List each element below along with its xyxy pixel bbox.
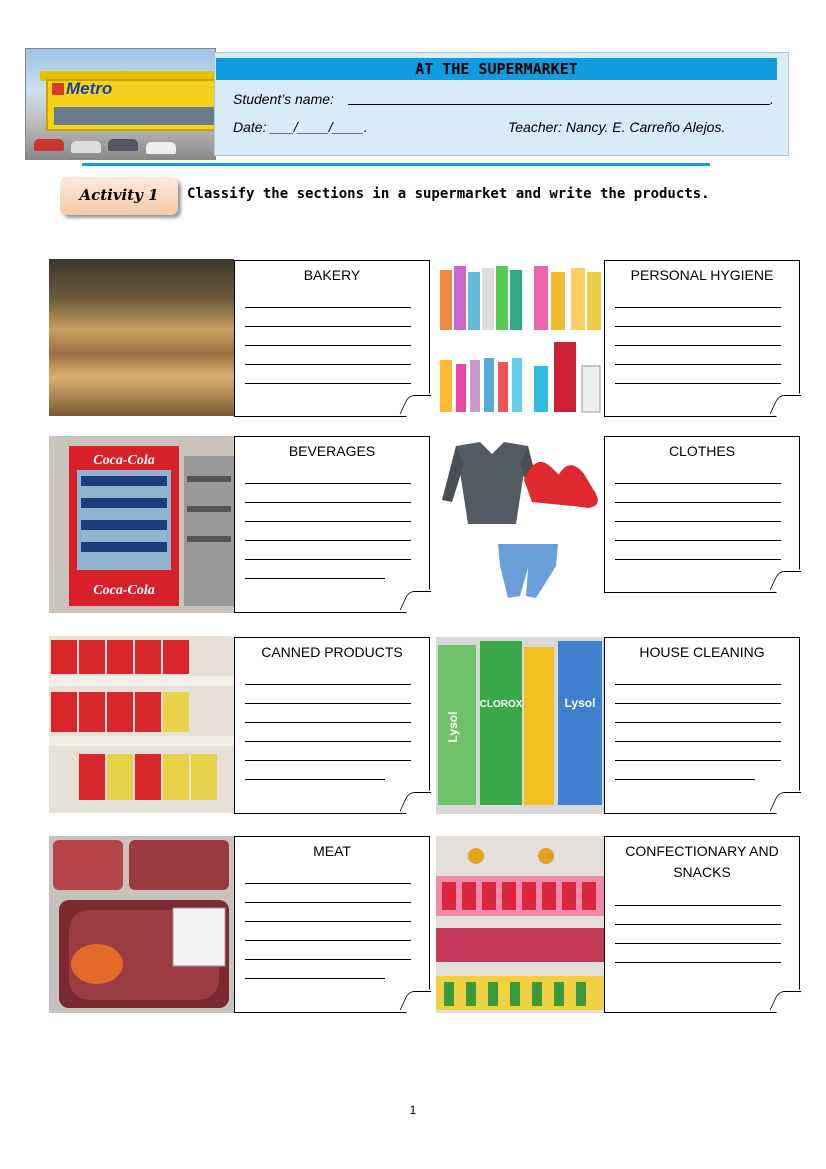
- clothes-title: CLOTHES: [668, 443, 736, 459]
- answer-line[interactable]: [245, 327, 411, 346]
- canned-products-title: CANNED PRODUCTS: [261, 644, 403, 660]
- coca-cola-sign-bottom: Coca-Cola: [93, 583, 155, 598]
- answer-line[interactable]: [615, 465, 781, 484]
- beverages-card: [234, 436, 430, 613]
- answer-line[interactable]: [615, 723, 781, 742]
- answer-line[interactable]: [245, 685, 411, 704]
- answer-line[interactable]: [245, 365, 411, 384]
- personal-hygiene-photo: [436, 262, 604, 416]
- answer-line[interactable]: [245, 761, 385, 780]
- answer-line[interactable]: [245, 884, 411, 903]
- meat-card: [234, 836, 430, 1013]
- answer-line[interactable]: [615, 522, 781, 541]
- answer-line[interactable]: [245, 560, 385, 579]
- answer-line[interactable]: [245, 465, 411, 484]
- answer-line[interactable]: [245, 289, 411, 308]
- meat-title: MEAT: [313, 843, 351, 859]
- clorox-label: CLOROX: [479, 699, 523, 710]
- confectionary-snacks-card: [604, 836, 800, 1013]
- answer-line[interactable]: [615, 365, 781, 384]
- bakery-card: [234, 260, 430, 417]
- student-name-label: Student’s name:: [233, 91, 334, 107]
- answer-line[interactable]: [245, 960, 385, 979]
- canned-products-card: [234, 637, 430, 814]
- answer-line[interactable]: [615, 327, 781, 346]
- metro-logo: Metro: [66, 79, 113, 98]
- answer-line[interactable]: [245, 522, 411, 541]
- bakery-photo: [49, 259, 234, 416]
- answer-line[interactable]: [615, 761, 755, 780]
- teacher-label: Teacher: Nancy. E. Carreño Alejos.: [508, 119, 726, 135]
- supermarket-photo: [25, 48, 216, 160]
- answer-line[interactable]: [615, 308, 781, 327]
- answer-line[interactable]: [245, 541, 411, 560]
- beverages-title: BEVERAGES: [288, 443, 376, 459]
- house-cleaning-title: HOUSE CLEANING: [639, 644, 765, 660]
- answer-line[interactable]: [615, 346, 781, 365]
- bakery-title: BAKERY: [303, 267, 361, 283]
- date-field[interactable]: Date: ___/____/____.: [233, 119, 368, 135]
- confectionary-snacks-photo: [436, 836, 604, 1013]
- answer-line[interactable]: [615, 484, 781, 503]
- clothes-photo: [436, 440, 604, 610]
- student-name-field[interactable]: [348, 104, 770, 105]
- answer-line[interactable]: [245, 903, 411, 922]
- header-divider: [82, 163, 710, 166]
- page-number: 1: [409, 1103, 417, 1117]
- confectionary-snacks-title: CONFECTIONARY AND SNACKS: [625, 843, 779, 880]
- answer-line[interactable]: [615, 289, 781, 308]
- beverages-photo: [49, 436, 234, 613]
- worksheet-title: AT THE SUPERMARKET: [216, 58, 777, 80]
- answer-line[interactable]: [615, 541, 781, 560]
- answer-line[interactable]: [245, 742, 411, 761]
- activity-badge: Activity 1: [60, 177, 178, 215]
- student-name-end: .: [770, 91, 774, 107]
- answer-line[interactable]: [615, 906, 781, 925]
- answer-line[interactable]: [615, 944, 781, 963]
- answer-line[interactable]: [615, 666, 781, 685]
- answer-line[interactable]: [245, 666, 411, 685]
- answer-line[interactable]: [245, 503, 411, 522]
- activity-instruction: Classify the sections in a supermarket and write the products.: [187, 186, 710, 202]
- answer-line[interactable]: [615, 742, 781, 761]
- answer-line[interactable]: [245, 941, 411, 960]
- house-cleaning-photo: [436, 637, 604, 814]
- answer-line[interactable]: [615, 685, 781, 704]
- personal-hygiene-title: PERSONAL HYGIENE: [630, 267, 774, 283]
- personal-hygiene-card: [604, 260, 800, 417]
- answer-line[interactable]: [245, 484, 411, 503]
- answer-line[interactable]: [245, 865, 411, 884]
- answer-line[interactable]: [245, 723, 411, 742]
- meat-photo: [49, 836, 234, 1013]
- answer-line[interactable]: [245, 346, 411, 365]
- answer-line[interactable]: [245, 922, 411, 941]
- answer-line[interactable]: [615, 704, 781, 723]
- answer-line[interactable]: [615, 887, 781, 906]
- house-cleaning-card: [604, 637, 800, 814]
- clothes-card: [604, 436, 800, 593]
- coca-cola-sign: Coca-Cola: [93, 453, 155, 468]
- answer-line[interactable]: [245, 308, 411, 327]
- answer-line[interactable]: [615, 925, 781, 944]
- lysol-label: Lysol: [446, 711, 460, 743]
- answer-line[interactable]: [245, 704, 411, 723]
- answer-line[interactable]: [615, 503, 781, 522]
- canned-products-photo: [49, 636, 234, 813]
- lysol-label-2: Lysol: [564, 696, 596, 710]
